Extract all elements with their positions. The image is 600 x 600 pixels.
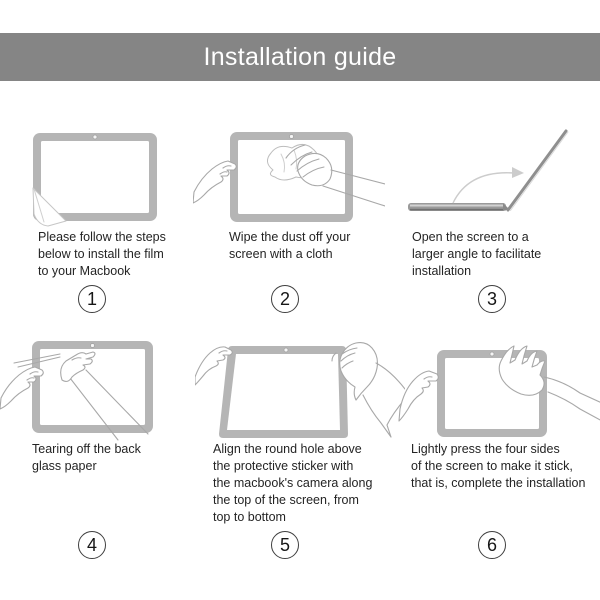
aligning-film-two-hands-icon — [195, 337, 405, 454]
camera-hole-icon — [93, 135, 97, 139]
step3-number-badge — [478, 285, 506, 313]
caption-line: Wipe the dust off your — [229, 230, 351, 244]
caption-line: larger angle to facilitate — [412, 247, 542, 261]
step-number: 6 — [486, 534, 497, 555]
caption-line: top to bottom — [213, 510, 286, 524]
caption-line: screen with a cloth — [229, 247, 333, 261]
step6-number-badge — [478, 531, 506, 559]
caption-line: Align the round hole above — [213, 442, 362, 456]
step5-number-badge — [271, 531, 299, 559]
caption-line: Please follow the steps — [38, 230, 166, 244]
laptop-open-angle-icon — [403, 122, 597, 218]
step-number: 5 — [279, 534, 290, 555]
film-screen-area — [41, 141, 149, 213]
caption-line: the protective sticker with — [213, 459, 354, 473]
step-number: 3 — [486, 288, 497, 309]
caption-line: Open the screen to a — [412, 230, 529, 244]
caption-line: Tearing off the back — [32, 442, 141, 456]
laptop-base-highlight — [410, 205, 505, 207]
camera-hole-icon — [290, 135, 294, 139]
laptop-base-shadow — [410, 209, 506, 211]
caption-line: the top of the screen, from — [213, 493, 359, 507]
step6-caption — [411, 441, 585, 492]
step1-caption — [38, 229, 166, 280]
caption-line: installation — [412, 264, 472, 278]
caption-line: to your Macbook — [38, 264, 131, 278]
camera-hole-icon — [490, 352, 494, 356]
tearing-backing-paper-icon — [0, 336, 196, 444]
camera-hole-icon — [284, 348, 288, 352]
caption-line: glass paper — [32, 459, 97, 473]
pressing-screen-edges-icon — [398, 337, 600, 449]
step1-number-badge — [78, 285, 106, 313]
screen-area — [227, 354, 340, 430]
step4-caption — [32, 441, 141, 475]
step-number: 4 — [86, 534, 97, 555]
caption-line: that is, complete the installation — [411, 476, 586, 490]
open-direction-arrow-icon — [453, 167, 524, 203]
left-hand-icon — [399, 371, 438, 421]
step2-caption — [229, 229, 350, 263]
step4-number-badge — [78, 531, 106, 559]
step5-caption — [213, 441, 372, 526]
step-number: 2 — [279, 288, 290, 309]
header-bar — [0, 33, 600, 81]
screen-film-with-peeled-corner-icon — [30, 131, 160, 227]
camera-hole-icon — [91, 344, 95, 348]
page-title: Installation guide — [203, 42, 397, 71]
step2-number-badge — [271, 285, 299, 313]
step3-caption — [412, 229, 541, 280]
caption-line: below to install the film — [38, 247, 164, 261]
arm-lines — [544, 377, 600, 421]
left-hand-icon — [193, 161, 236, 203]
caption-line: Lightly press the four sides — [411, 442, 560, 456]
caption-line: of the screen to make it stick, — [411, 459, 573, 473]
caption-line: the macbook's camera along — [213, 476, 373, 490]
step-number: 1 — [86, 288, 97, 309]
hand-wiping-screen-icon — [193, 126, 385, 228]
